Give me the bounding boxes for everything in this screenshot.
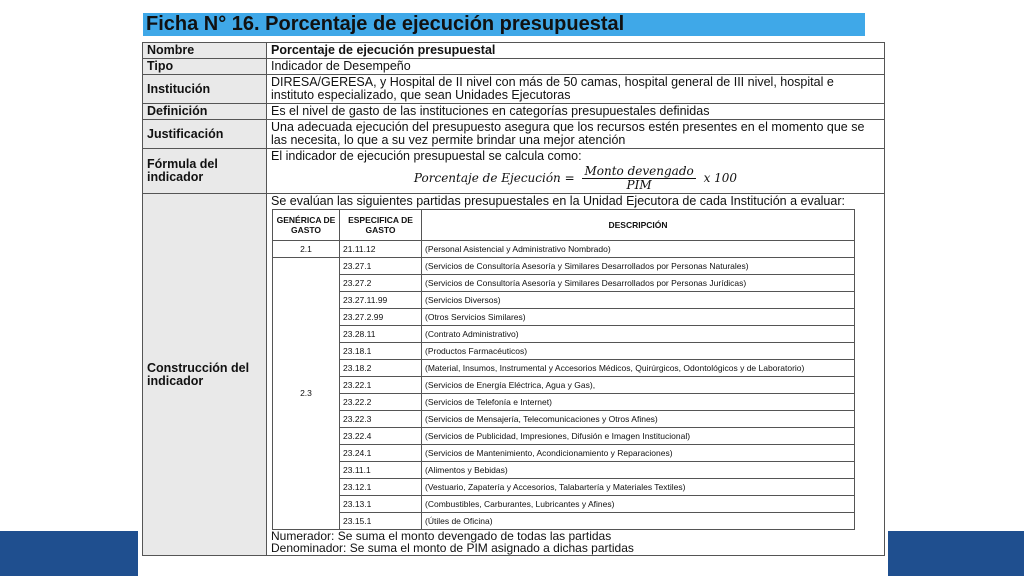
especifica-cell: 23.27.2: [340, 275, 422, 292]
table-row: [273, 377, 855, 394]
descripcion-cell: (Servicios Diversos): [422, 292, 855, 309]
value-justificacion: Una adecuada ejecución del presupuesto asegura que los recursos estén presentes en el momento que se las necesita, lo que a su vez permite brindar una mejor atención: [267, 120, 885, 149]
table-row: [273, 394, 855, 411]
row-nombre: [143, 43, 885, 59]
descripcion-cell: (Otros Servicios Similares): [422, 309, 855, 326]
row-definicion: [143, 104, 885, 120]
header-descripcion: DESCRIPCIÓN: [422, 210, 855, 241]
generica-cell: 2.1: [273, 241, 340, 258]
table-row: [273, 309, 855, 326]
especifica-cell: 23.28.11: [340, 326, 422, 343]
label-justificacion: Justificación: [143, 120, 267, 149]
formula-lhs: Porcentaje de Ejecución =: [413, 171, 575, 185]
denominador-text: Denominador: Se suma el monto de PIM asignado a dichas partidas: [271, 541, 634, 555]
formula-expression: [271, 165, 880, 192]
descripcion-cell: (Alimentos y Bebidas): [422, 462, 855, 479]
especifica-cell: 21.11.12: [340, 241, 422, 258]
especifica-cell: 23.18.2: [340, 360, 422, 377]
descripcion-cell: (Productos Farmacéuticos): [422, 343, 855, 360]
row-formula: [143, 149, 885, 194]
indicator-sheet-table: [142, 42, 885, 556]
descripcion-cell: (Útiles de Oficina): [422, 513, 855, 530]
especifica-cell: 23.22.4: [340, 428, 422, 445]
label-formula: Fórmula del indicador: [143, 149, 267, 194]
descripcion-cell: (Servicios de Mantenimiento, Acondicionamiento y Reparaciones): [422, 445, 855, 462]
descripcion-cell: (Vestuario, Zapatería y Accesorios, Talabartería y Materiales Textiles): [422, 479, 855, 496]
table-row: [273, 428, 855, 445]
value-formula: [267, 149, 885, 194]
especifica-cell: 23.13.1: [340, 496, 422, 513]
especifica-cell: 23.27.2.99: [340, 309, 422, 326]
especifica-cell: 23.18.1: [340, 343, 422, 360]
descripcion-cell: (Servicios de Consultoría Asesoría y Similares Desarrollados por Personas Jurídicas): [422, 275, 855, 292]
formula-factor: x 100: [703, 171, 738, 185]
value-definicion: Es el nivel de gasto de las instituciones en categorías presupuestales definidas: [267, 104, 885, 120]
numerador-text: Numerador: Se suma el monto devengado de todas las partidas: [271, 529, 612, 543]
especifica-cell: 23.22.1: [340, 377, 422, 394]
bottom-band-left: [0, 531, 138, 576]
table-row: [273, 479, 855, 496]
especifica-cell: 23.12.1: [340, 479, 422, 496]
row-tipo: [143, 59, 885, 75]
formula-intro: El indicador de ejecución presupuestal se calcula como:: [271, 149, 582, 163]
table-row: [273, 275, 855, 292]
row-justificacion: [143, 120, 885, 149]
especifica-cell: 23.27.1: [340, 258, 422, 275]
especifica-cell: 23.27.11.99: [340, 292, 422, 309]
table-row: [273, 360, 855, 377]
label-construccion: Construcción del indicador: [143, 194, 267, 556]
bottom-band-right: [888, 531, 1024, 576]
especifica-cell: 23.22.2: [340, 394, 422, 411]
especifica-cell: 23.24.1: [340, 445, 422, 462]
descripcion-cell: (Contrato Administrativo): [422, 326, 855, 343]
table-row: [273, 462, 855, 479]
header-especifica: ESPECIFICA DE GASTO: [340, 210, 422, 241]
table-row: [273, 445, 855, 462]
table-row: [273, 258, 855, 275]
especifica-cell: 23.22.3: [340, 411, 422, 428]
header-generica: GENÉRICA DE GASTO: [273, 210, 340, 241]
partidas-table: [272, 209, 855, 530]
page-title: Ficha N° 16. Porcentaje de ejecución presupuestal: [146, 13, 625, 35]
row-construccion: [143, 194, 885, 556]
formula-numerator: Monto devengado: [584, 164, 694, 178]
especifica-cell: 23.11.1: [340, 462, 422, 479]
descripcion-cell: (Servicios de Energía Eléctrica, Agua y Gas),: [422, 377, 855, 394]
table-row: [273, 411, 855, 428]
descripcion-cell: (Servicios de Telefonía e Internet): [422, 394, 855, 411]
label-definicion: Definición: [143, 104, 267, 120]
table-row: [273, 292, 855, 309]
table-row: [273, 241, 855, 258]
label-tipo: Tipo: [143, 59, 267, 75]
formula-denominator: PIM: [626, 178, 652, 192]
especifica-cell: 23.15.1: [340, 513, 422, 530]
descripcion-cell: (Servicios de Mensajería, Telecomunicaciones y Otros Afines): [422, 411, 855, 428]
generica-cell: 2.3: [273, 258, 340, 530]
partidas-header-row: [273, 210, 855, 241]
descripcion-cell: (Servicios de Consultoría Asesoría y Similares Desarrollados por Personas Naturales): [422, 258, 855, 275]
descripcion-cell: (Combustibles, Carburantes, Lubricantes y Afines): [422, 496, 855, 513]
table-row: [273, 343, 855, 360]
label-nombre: Nombre: [143, 43, 267, 59]
construccion-intro: Se evalúan las siguientes partidas presupuestales en la Unidad Ejecutora de cada Institución a evaluar:: [271, 194, 845, 208]
value-construccion: [267, 194, 885, 556]
formula-fraction: [582, 165, 695, 192]
value-tipo: Indicador de Desempeño: [267, 59, 885, 75]
table-row: [273, 513, 855, 530]
table-row: [273, 496, 855, 513]
value-institucion: DIRESA/GERESA, y Hospital de II nivel con más de 50 camas, hospital general de III nivel, hospital e instituto especializado, que sean Unidades Ejecutoras: [267, 75, 885, 104]
table-row: [273, 326, 855, 343]
label-institucion: Institución: [143, 75, 267, 104]
descripcion-cell: (Material, Insumos, Instrumental y Accesorios Médicos, Quirúrgicos, Odontológicos y de Laboratorio): [422, 360, 855, 377]
value-nombre: Porcentaje de ejecución presupuestal: [267, 43, 885, 59]
row-institucion: [143, 75, 885, 104]
descripcion-cell: (Servicios de Publicidad, Impresiones, Difusión e Imagen Institucional): [422, 428, 855, 445]
descripcion-cell: (Personal Asistencial y Administrativo Nombrado): [422, 241, 855, 258]
